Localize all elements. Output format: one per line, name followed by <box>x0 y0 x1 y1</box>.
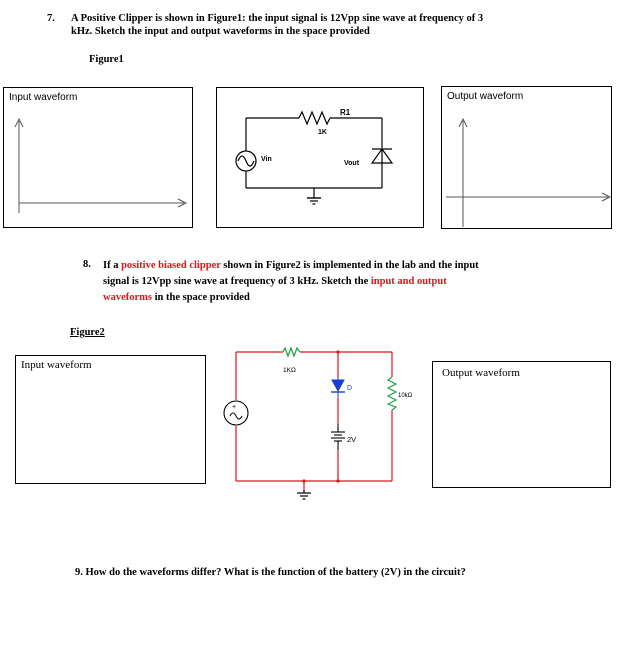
q8-red-3: waveforms <box>103 292 152 303</box>
load-value: 10kΩ <box>398 393 413 399</box>
q8-output-label: Output waveform <box>442 367 520 379</box>
q8-input-label: Input waveform <box>21 359 92 371</box>
r1-value: 1KΩ <box>283 367 296 374</box>
q8-line1: If a positive biased clipper shown in Figure2 is implemented in the lab and the input <box>103 260 479 271</box>
q8-number: 8. <box>83 259 91 270</box>
q7-line1: A Positive Clipper is shown in Figure1: the input signal is 12Vpp sine wave at frequency of 3 <box>71 13 484 24</box>
q8-line3: waveforms in the space provided <box>103 292 250 303</box>
q8-input-box[interactable] <box>15 355 206 484</box>
r-load <box>388 377 396 410</box>
q7-output-label: Output waveform <box>447 91 524 102</box>
q8-line2: signal is 12Vpp sine wave at frequency of 3 kHz. Sketch the input and output <box>103 276 447 287</box>
q7-input-label: Input waveform <box>9 92 78 103</box>
q8-output-box[interactable] <box>432 361 611 488</box>
ground <box>297 490 311 499</box>
q7-output-axes <box>442 87 613 230</box>
q8-red-1: positive biased clipper <box>121 260 221 271</box>
battery-2v <box>331 424 345 450</box>
figure1-circuit <box>216 87 424 228</box>
figure2-diagram <box>210 340 413 500</box>
diode-label: D <box>347 385 353 392</box>
r1-resistor <box>299 112 330 124</box>
r1-label: R1 <box>340 108 351 117</box>
q7-output-box[interactable] <box>441 86 612 229</box>
r1-value: 1K <box>318 129 327 136</box>
q8-text <box>103 258 543 306</box>
svg-text:+: + <box>232 404 237 411</box>
q7-text <box>71 12 591 38</box>
battery-label: 2V <box>347 435 357 444</box>
q7-line2: kHz. Sketch the input and output waveforms in the space provided <box>71 26 370 37</box>
svg-text:-: - <box>233 422 235 428</box>
figure1-diagram <box>217 88 425 229</box>
q8-figure-label: Figure2 <box>70 327 105 338</box>
r1-resistor <box>283 348 300 356</box>
q9-text: 9. How do the waveforms differ? What is the function of the battery (2V) in the circuit? <box>75 567 466 578</box>
vin-label: Vin <box>261 156 272 163</box>
q7-figure-label: Figure1 <box>89 54 124 65</box>
q7-input-axes <box>4 88 194 229</box>
q7-number: 7. <box>47 13 55 24</box>
vout-label: Vout <box>344 160 360 167</box>
q7-input-box[interactable] <box>3 87 193 228</box>
q8-red-2: input and output <box>370 276 447 287</box>
